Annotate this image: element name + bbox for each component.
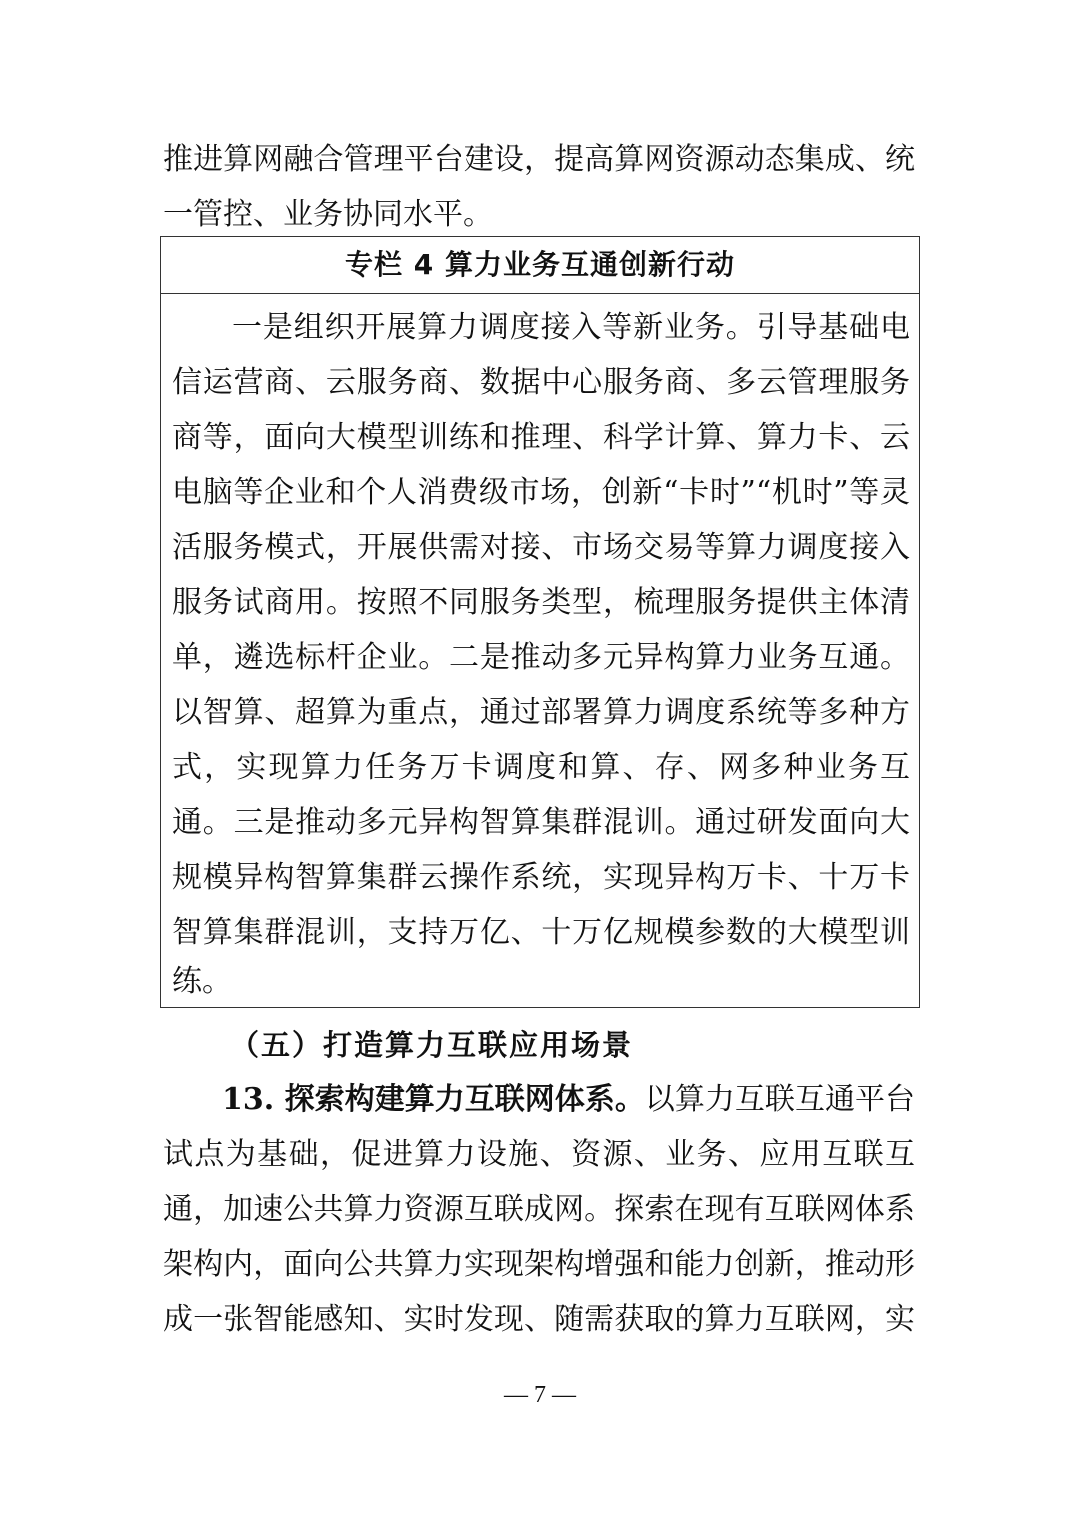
para-line-4: 架构内，面向公共算力实现架构增强和能力创新，推动形 <box>163 1247 915 1282</box>
box-divider <box>161 293 919 294</box>
box-line-4: 电脑等企业和个人消费级市场，创新“卡时”“机时”等灵 <box>172 475 910 510</box>
box-line-11: 规模异构智算集群云操作系统，实现异构万卡、十万卡 <box>172 860 910 895</box>
box-line-7: 单，遴选标杆企业。二是推动多元异构算力业务互通。 <box>172 640 910 675</box>
box-line-3: 商等，面向大模型训练和推理、科学计算、算力卡、云 <box>172 420 910 455</box>
box-line-8: 以智算、超算为重点，通过部署算力调度系统等多种方 <box>172 695 910 730</box>
box-line-10: 通。三是推动多元异构智算集群混训。通过研发面向大 <box>172 805 910 840</box>
box-line-9: 式，实现算力任务万卡调度和算、存、网多种业务互 <box>172 750 910 785</box>
para-first-rest: 以算力互联互通平台 <box>644 1082 915 1117</box>
para-line-1 <box>222 1078 915 1122</box>
para-line-2: 试点为基础，促进算力设施、资源、业务、应用互联互 <box>163 1137 915 1172</box>
intro-line-1: 推进算网融合管理平台建设，提高算网资源动态集成、统 <box>163 142 915 177</box>
section-heading: （五）打造算力互联应用场景 <box>230 1028 634 1062</box>
special-column-title: 专栏 4 算力业务互通创新行动 <box>345 248 735 281</box>
intro-line-2: 一管控、业务协同水平。 <box>163 197 493 232</box>
box-line-12: 智算集群混训，支持万亿、十万亿规模参数的大模型训 <box>172 915 910 950</box>
box-line-6: 服务试商用。按照不同服务类型，梳理服务提供主体清 <box>172 585 910 620</box>
para-line-5: 成一张智能感知、实时发现、随需获取的算力互联网，实 <box>163 1302 915 1337</box>
box-line-5: 活服务模式，开展供需对接、市场交易等算力调度接入 <box>172 530 910 565</box>
para-lead: 13. 探索构建算力互联网体系。 <box>222 1082 645 1117</box>
box-line-2: 信运营商、云服务商、数据中心服务商、多云管理服务 <box>172 365 910 400</box>
box-line-1: 一是组织开展算力调度接入等新业务。引导基础电 <box>232 310 910 345</box>
para-line-3: 通，加速公共算力资源互联成网。探索在现有互联网体系 <box>163 1192 915 1227</box>
page-number: — 7 — <box>504 1382 576 1408</box>
box-line-13: 练。 <box>172 964 232 999</box>
